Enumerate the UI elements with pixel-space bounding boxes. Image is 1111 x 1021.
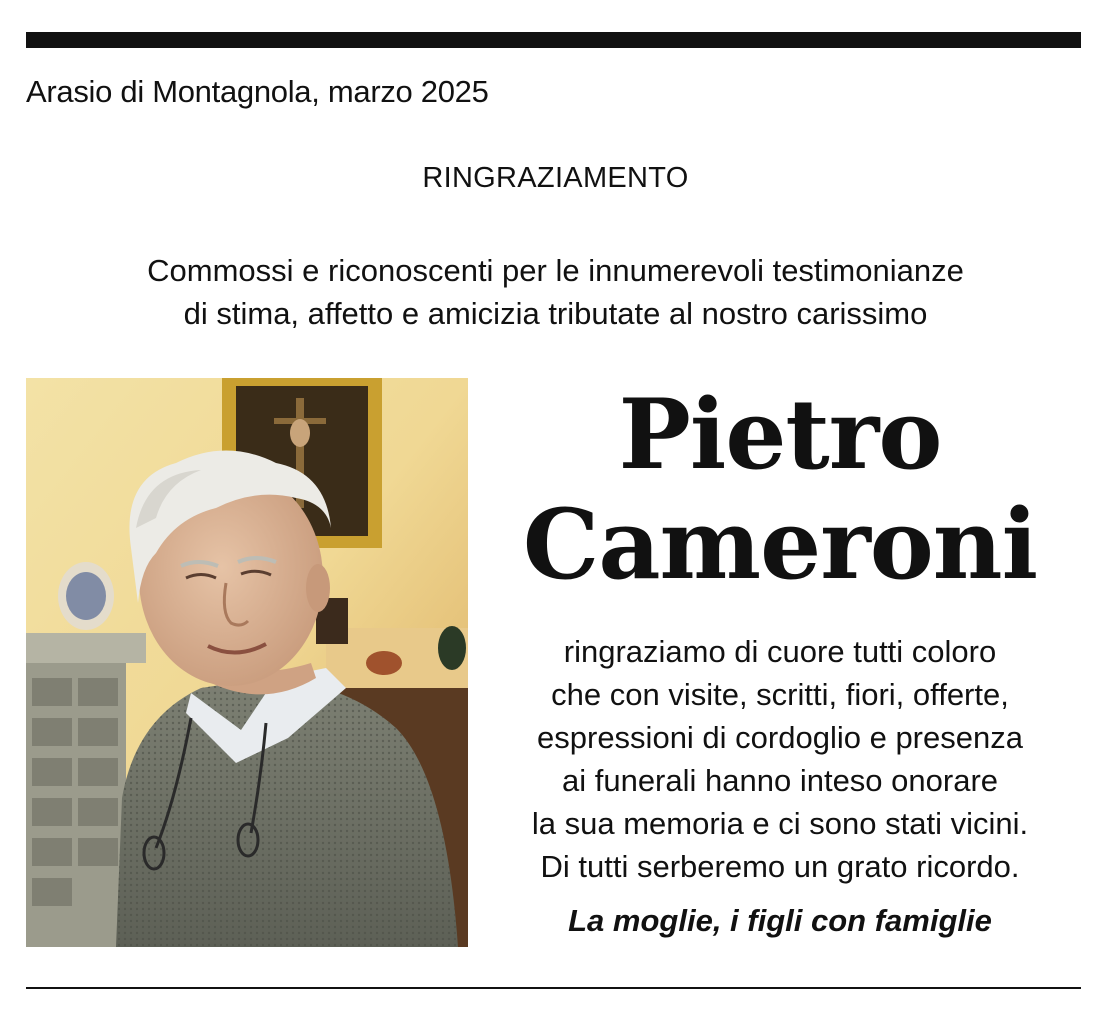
message-line: espressioni di cordoglio e presenza: [537, 720, 1023, 755]
family-signature: La moglie, i figli con famiglie: [568, 903, 992, 938]
deceased-first-name: Pietro: [618, 378, 942, 491]
dateline: Arasio di Montagnola, marzo 2025: [26, 74, 489, 109]
top-rule: [26, 32, 1081, 48]
intro-line: Commossi e riconoscenti per le innumerevoli testimonianze: [147, 253, 964, 288]
message-line: Di tutti serberemo un grato ricordo.: [540, 849, 1020, 884]
intro-line: di stima, affetto e amicizia tributate al nostro carissimo: [183, 296, 928, 331]
message-line: la sua memoria e ci sono stati vicini.: [531, 806, 1029, 841]
notice-heading: RINGRAZIAMENTO: [422, 162, 689, 194]
deceased-last-name: Cameroni: [522, 488, 1038, 601]
message-line: ai funerali hanno inteso onorare: [561, 763, 999, 798]
message-line: ringraziamo di cuore tutti coloro: [563, 634, 997, 669]
portrait-photo: [26, 378, 468, 947]
intro-text: [40, 249, 1071, 335]
message-line: che con visite, scritti, fiori, offerte,: [551, 677, 1009, 712]
thanks-message: [480, 630, 1080, 888]
bottom-rule: [26, 987, 1081, 989]
